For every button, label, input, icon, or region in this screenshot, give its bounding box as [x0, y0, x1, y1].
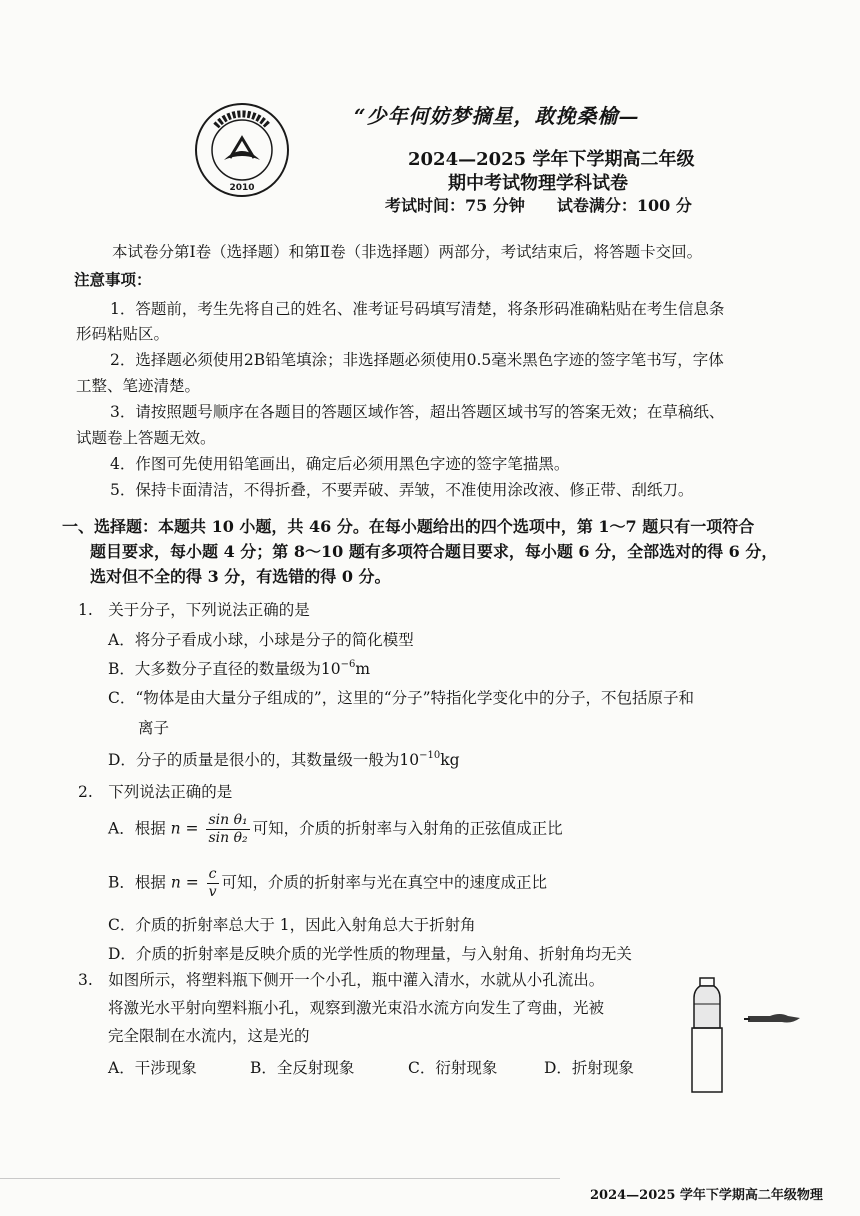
notice-heading: 注意事项： [74, 270, 152, 289]
q3-option-d: D．折射现象 [544, 1059, 634, 1077]
q2-option-a-text: 可知，介质的折射率与入射角的正弦值成正比 [252, 819, 563, 838]
page-footer: 2024—2025 学年下学期高二年级物理 [590, 1188, 823, 1203]
q2-stem: 2. 下列说法正确的是 [78, 783, 233, 801]
exam-title-line1: 2024—2025 学年下学期高二年级 [408, 149, 695, 170]
q2-option-a-denominator: sin θ₂ [208, 830, 248, 846]
q2-option-b-fraction [207, 866, 219, 901]
q2-option-b-label: B．根据 [108, 873, 166, 892]
intro-text: 本试卷分第Ⅰ卷（选择题）和第Ⅱ卷（非选择题）两部分，考试结束后，将答题卡交回。 [112, 243, 703, 261]
svg-text:2010: 2010 [229, 183, 255, 193]
notice-item-3: 3．请按照题号顺序在各题目的答题区域作答，超出答题区域书写的答案无效；在草稿纸、 [110, 403, 725, 421]
q3-stem-line2: 将激光水平射向塑料瓶小孔，观察到激光束沿水流方向发生了弯曲，光被 [108, 999, 605, 1017]
full-score: 试卷满分：100 分 [556, 196, 692, 215]
notice-item-2: 2．选择题必须使用2B铅笔填涂；非选择题必须使用0.5毫米黑色字迹的签字笔书写，字体 [110, 351, 724, 369]
q2-option-a [108, 812, 563, 847]
q2-option-b-numerator: c [208, 866, 217, 882]
section1-instructions-line2: 题目要求，每小题 4 分；第 8～10 题有多项符合题目要求，每小题 6 分，全部选对的得 6 分， [90, 542, 778, 561]
q2-option-b-text: 可知，介质的折射率与光在真空中的速度成正比 [221, 873, 548, 892]
notice-item-5: 5．保持卡面清洁，不得折叠，不要弄破、弄皱，不准使用涂改液、修正带、刮纸刀。 [110, 481, 694, 499]
q2-option-a-fraction [206, 812, 249, 847]
notice-item-3-cont: 试题卷上答题无效。 [76, 429, 216, 447]
notice-item-4: 4．作图可先使用铅笔画出，确定后必须用黑色字迹的签字笔描黑。 [110, 455, 570, 473]
q2-option-c: C．介质的折射率总大于 1，因此入射角总大于折射角 [108, 916, 476, 934]
q2-option-a-numerator: sin θ₁ [208, 812, 248, 828]
q1-option-d [108, 748, 460, 770]
bottle-laser-figure [688, 972, 818, 1094]
school-seal-logo [194, 102, 290, 198]
exam-time: 考试时间：75 分钟 [385, 196, 525, 215]
exam-meta [385, 193, 692, 216]
q1-option-d-unit: kg [440, 751, 460, 769]
q3-option-a: A．干涉现象 [108, 1059, 197, 1077]
exam-title-line2: 期中考试物理学科试卷 [448, 173, 628, 194]
q3-stem-line1: 3. 如图所示，将塑料瓶下侧开一个小孔，瓶中灌入清水，水就从小孔流出。 [78, 971, 605, 989]
q1-option-c-cont: 离子 [138, 719, 170, 737]
q1-option-b [108, 657, 370, 679]
q1-option-b-unit: m [355, 660, 371, 678]
notice-item-1: 1．答题前，考生先将自己的姓名、准考证号码填写清楚，将条形码准确粘贴在考生信息条 [110, 300, 725, 318]
q2-option-b [108, 866, 547, 901]
notice-item-1-cont: 形码粘贴区。 [76, 325, 170, 343]
q3-stem-line3: 完全限制在水流内，这是光的 [108, 1027, 310, 1045]
q1-stem: 1. 关于分子，下列说法正确的是 [78, 601, 310, 619]
q2-option-a-label: A．根据 [108, 819, 166, 838]
q3-option-b: B．全反射现象 [250, 1059, 355, 1077]
q3-option-c: C．衍射现象 [408, 1059, 498, 1077]
notice-item-2-cont: 工整、笔迹清楚。 [76, 377, 201, 395]
q1-option-a: A．将分子看成小球，小球是分子的简化模型 [108, 631, 414, 649]
q1-option-c: C．“物体是由大量分子组成的”，这里的“分子”特指化学变化中的分子，不包括原子和 [108, 689, 695, 707]
q2-option-b-denominator: v [208, 884, 217, 900]
q1-option-d-text: D．分子的质量是很小的，其数量级一般为10 [108, 751, 420, 769]
q1-option-b-exponent: −6 [340, 659, 356, 670]
q2-option-a-formula-lhs: n = [170, 819, 199, 838]
q2-option-d: D．介质的折射率是反映介质的光学性质的物理量，与入射角、折射角均无关 [108, 945, 632, 963]
q1-option-b-text: B．大多数分子直径的数量级为10 [108, 660, 341, 678]
q1-option-d-exponent: −10 [419, 750, 441, 761]
footer-divider [0, 1178, 560, 1179]
section1-instructions-line1: 一、选择题：本题共 10 小题，共 46 分。在每小题给出的四个选项中，第 1～7 题只有一项符合 [62, 517, 755, 536]
school-motto: “少年何妨梦摘星，敢挽桑榆— [354, 104, 640, 128]
section1-instructions-line3: 选对但不全的得 3 分，有选错的得 0 分。 [90, 567, 391, 586]
q2-option-b-formula-lhs: n = [170, 873, 199, 892]
